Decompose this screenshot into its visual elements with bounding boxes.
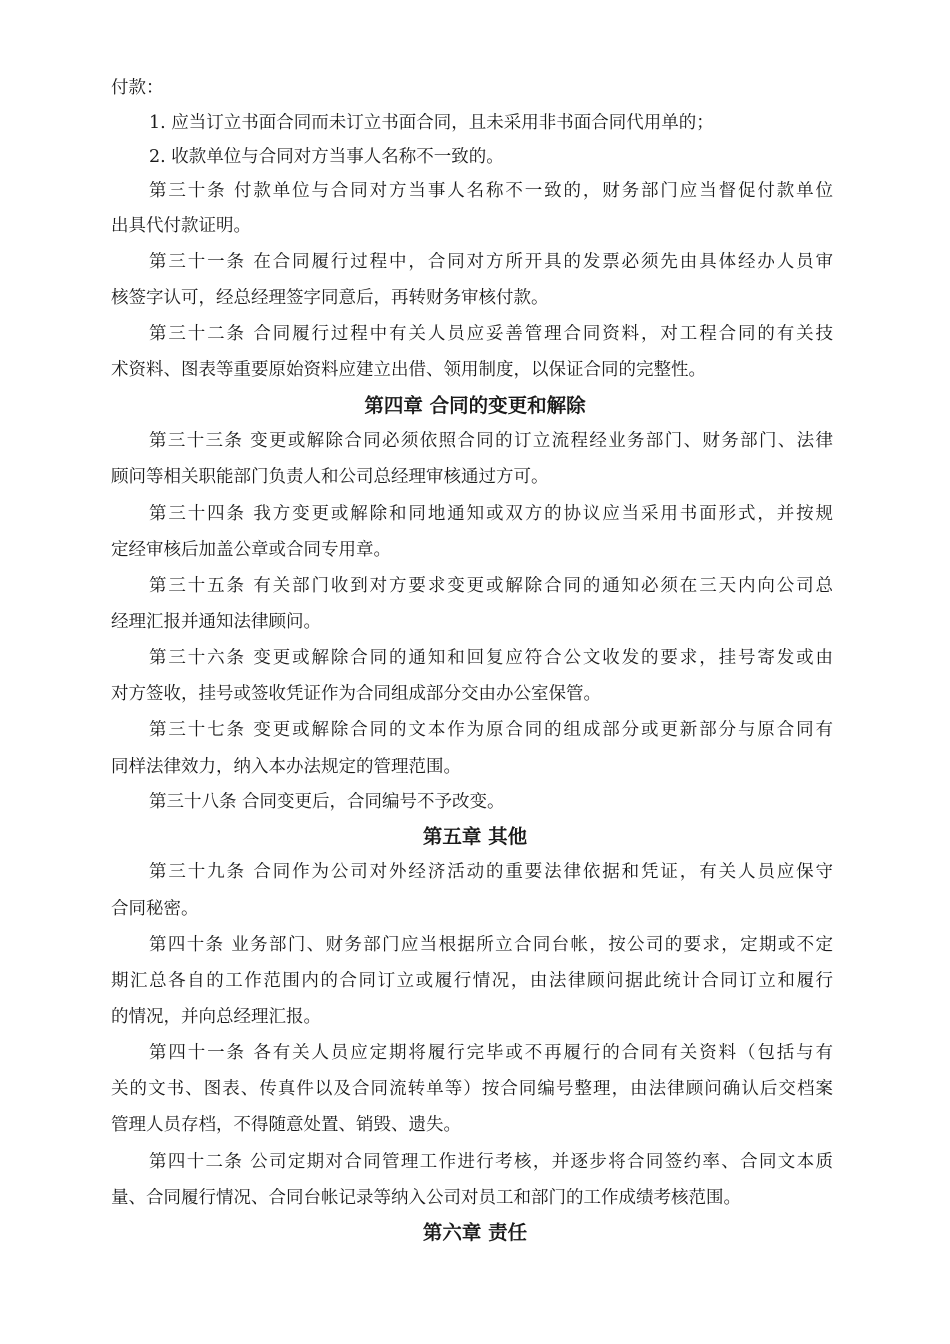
- article-36-line-2: 对方签收，挂号或签收凭证作为合同组成部分交由办公室保管。: [111, 684, 601, 704]
- chapter-6-heading: 第六章 责任: [422, 1221, 528, 1244]
- paragraph-line: 付款：: [111, 78, 164, 98]
- article-34-line-1: 第三十四条 我方变更或解除和同地通知或双方的协议应当采用书面形式，并按规: [149, 504, 833, 524]
- article-33-line-2: 顾问等相关职能部门负责人和公司总经理审核通过方可。: [111, 467, 549, 487]
- article-41-line-1: 第四十一条 各有关人员应定期将履行完毕或不再履行的合同有关资料（包括与有: [149, 1043, 833, 1063]
- article-41-line-2: 关的文书、图表、传真件以及合同流转单等）按合同编号整理，由法律顾问确认后交档案: [111, 1079, 833, 1099]
- article-32-line-1: 第三十二条 合同履行过程中有关人员应妥善管理合同资料，对工程合同的有关技: [149, 324, 833, 344]
- article-37-line-1: 第三十七条 变更或解除合同的文本作为原合同的组成部分或更新部分与原合同有: [149, 720, 833, 740]
- list-item: 1. 应当订立书面合同而未订立书面合同，且未采用非书面合同代用单的；: [149, 113, 714, 133]
- article-31-line-2: 核签字认可，经总经理签字同意后，再转财务审核付款。: [111, 288, 549, 308]
- article-38-line-1: 第三十八条 合同变更后，合同编号不予改变。: [149, 792, 505, 812]
- article-30-line-1: 第三十条 付款单位与合同对方当事人名称不一致的，财务部门应当督促付款单位: [149, 181, 833, 201]
- article-30-line-2: 出具代付款证明。: [111, 216, 251, 236]
- chapter-4-heading: 第四章 合同的变更和解除: [364, 394, 586, 417]
- article-40-line-2: 期汇总各自的工作范围内的合同订立或履行情况，由法律顾问据此统计合同订立和履行: [111, 971, 833, 991]
- article-36-line-1: 第三十六条 变更或解除合同的通知和回复应符合公文收发的要求，挂号寄发或由: [149, 648, 833, 668]
- article-39-line-2: 合同秘密。: [111, 899, 199, 919]
- article-41-line-3: 管理人员存档，不得随意处置、销毁、遗失。: [111, 1115, 461, 1135]
- article-42-line-1: 第四十二条 公司定期对合同管理工作进行考核，并逐步将合同签约率、合同文本质: [149, 1152, 833, 1172]
- article-31-line-1: 第三十一条 在合同履行过程中，合同对方所开具的发票必须先由具体经办人员审: [149, 252, 833, 272]
- article-35-line-1: 第三十五条 有关部门收到对方要求变更或解除合同的通知必须在三天内向公司总: [149, 576, 833, 596]
- article-34-line-2: 定经审核后加盖公章或合同专用章。: [111, 540, 391, 560]
- article-40-line-3: 的情况，并向总经理汇报。: [111, 1007, 321, 1027]
- article-40-line-1: 第四十条 业务部门、财务部门应当根据所立合同台帐，按公司的要求，定期或不定: [149, 935, 833, 955]
- article-32-line-2: 术资料、图表等重要原始资料应建立出借、领用制度，以保证合同的完整性。: [111, 360, 706, 380]
- list-item: 2. 收款单位与合同对方当事人名称不一致的。: [149, 147, 504, 167]
- article-35-line-2: 经理汇报并通知法律顾问。: [111, 612, 321, 632]
- article-39-line-1: 第三十九条 合同作为公司对外经济活动的重要法律依据和凭证，有关人员应保守: [149, 862, 833, 882]
- chapter-5-heading: 第五章 其他: [422, 825, 528, 848]
- article-33-line-1: 第三十三条 变更或解除合同必须依照合同的订立流程经业务部门、财务部门、法律: [149, 431, 833, 451]
- article-42-line-2: 量、合同履行情况、合同台帐记录等纳入公司对员工和部门的工作成绩考核范围。: [111, 1188, 741, 1208]
- article-37-line-2: 同样法律效力，纳入本办法规定的管理范围。: [111, 757, 461, 777]
